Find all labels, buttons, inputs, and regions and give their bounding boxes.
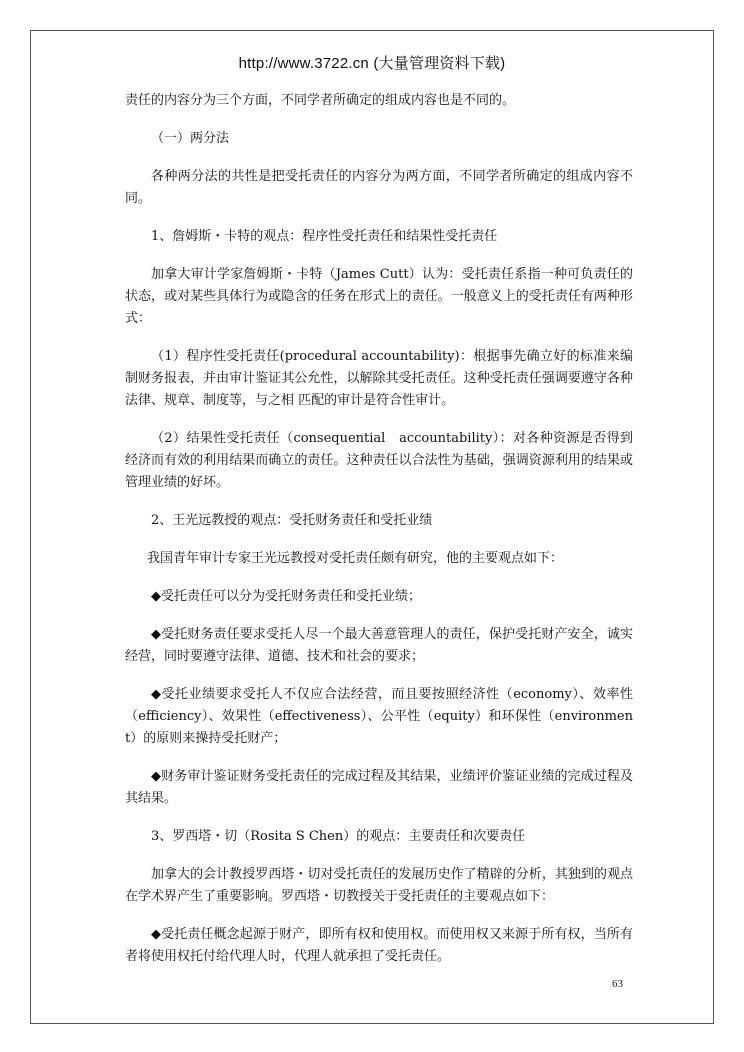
bullet-item: ◆财务审计鉴证财务受托责任的完成过程及其结果，业绩评价鉴证业绩的完成过程及其结果。 — [125, 769, 633, 806]
subheading-rosita-chen: 3、罗西塔・切（Rosita S Chen）的观点：主要责任和次要责任 — [151, 829, 526, 844]
bullet-item: ◆受托责任可以分为受托财务责任和受托业绩； — [151, 589, 421, 604]
section-heading-two-division: （一）两分法 — [151, 131, 230, 146]
bullet-item: ◆受托责任概念起源于财产，即所有权和使用权。而使用权又来源于所有权，当所有者将使用权托付给代理人时，代理人就承担了受托责任。 — [125, 927, 633, 964]
paragraph: 我国青年审计专家王光远教授对受托责任颇有研究，他的主要观点如下： — [147, 551, 564, 566]
bullet-item: ◆受托业绩要求受托人不仅应合法经营，而且要按照经济性（economy）、效率性（efficiency）、效果性（effectiveness）、公平性（equity）和环保性（environment）的原则来操持受托财产； — [125, 687, 633, 746]
page-number: 63 — [612, 978, 623, 990]
bullet-item: ◆受托财务责任要求受托人尽一个最大善意管理人的责任，保护受托财产安全，诚实经营，同时要遵守法律、道德、技术和社会的要求； — [125, 627, 633, 664]
paragraph-consequential: （2）结果性受托责任（consequential accountability）：对各种资源是否得到经济而有效的利用结果而确立的责任。这种责任以合法性为基础，强调资源利用的结果或管理业绩的好坏。 — [125, 431, 633, 490]
document-body — [125, 90, 633, 984]
paragraph: 加拿大审计学家詹姆斯・卡特（James Cutt）认为：受托责任系指一种可负责任的状态，或对某些具体行为或隐含的任务在形式上的责任。一般意义上的受托责任有两种形式： — [125, 267, 633, 326]
paragraph: 加拿大的会计教授罗西塔・切对受托责任的发展历史作了精辟的分析，其独到的观点在学术界产生了重要影响。罗西塔・切教授关于受托责任的主要观点如下： — [125, 867, 633, 904]
paragraph-intro: 责任的内容分为三个方面，不同学者所确定的组成内容也是不同的。 — [125, 93, 516, 108]
paragraph-procedural: （1）程序性受托责任(procedural accountability)：根据事先确立好的标准来编制财务报表，并由审计鉴证其公允性，以解除其受托责任。这种受托责任强调要遵守各种法律、规章、制度等，与之相 匹配的审计是符合性审计。 — [125, 349, 633, 408]
paragraph: 各种两分法的共性是把受托责任的内容分为两方面，不同学者所确定的组成内容不同。 — [125, 169, 633, 206]
subheading-wang-guangyuan: 2、王光远教授的观点：受托财务责任和受托业绩 — [151, 513, 433, 528]
subheading-james-cutt: 1、詹姆斯・卡特的观点：程序性受托责任和结果性受托责任 — [151, 229, 498, 244]
header-url[interactable]: http://www.3722.cn (大量管理资料下载) — [238, 55, 506, 72]
